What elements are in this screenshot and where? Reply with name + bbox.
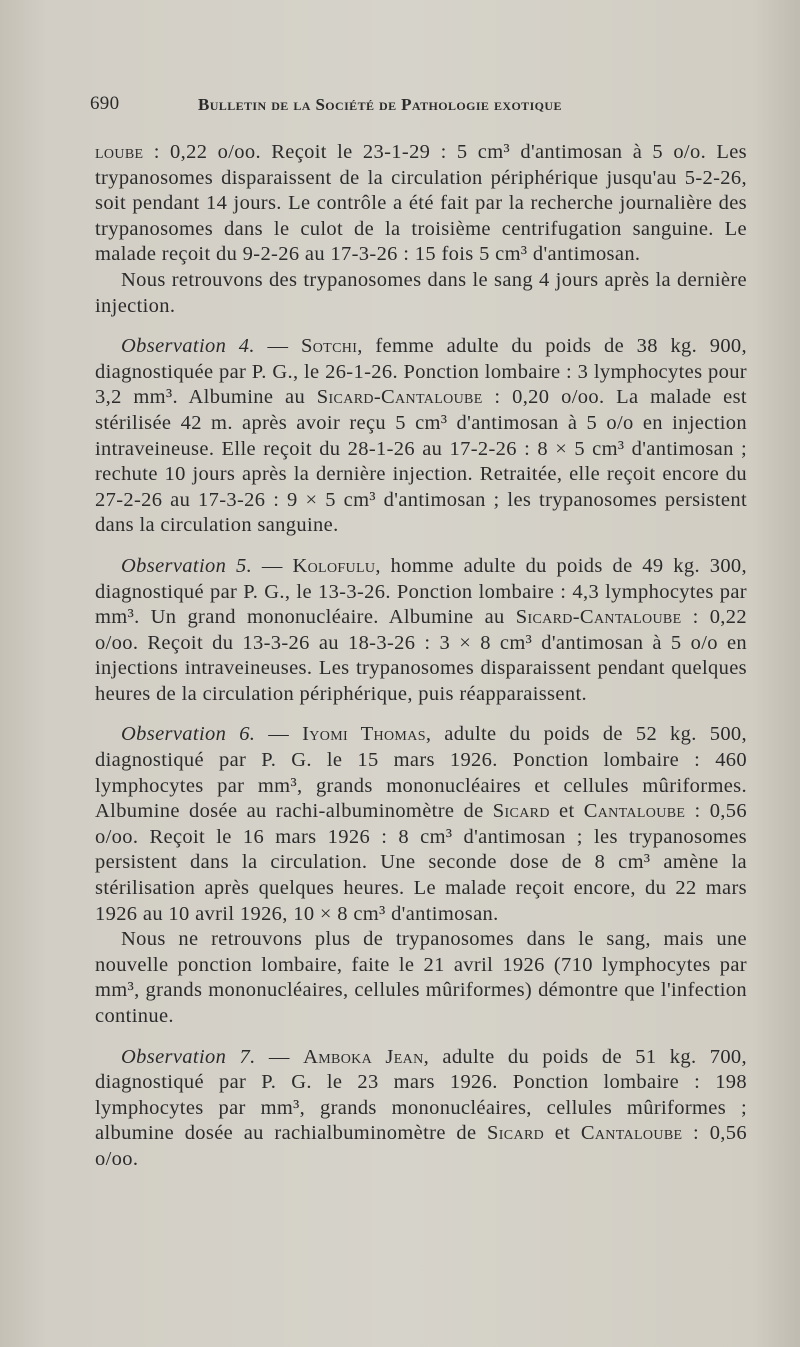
text-segment: , adulte du poids de 52 kg. 500, diagnostiqué par P. G. le 15 mars 1926. Ponction lombaire : 460 lymphocytes par mm³, grands mononucléaires et cellules mûriformes. Albumine dosée au rachi-albuminomètre de bbox=[95, 723, 747, 823]
text-segment: : 0,22 o/oo. Reçoit du 13-3-26 au 18-3-26 : 3 × 8 cm³ d'antimosan à 5 o/o en injections intraveineuses. Les trypanosomes disparaissent pendant quelques heures de la circulation périphérique, puis réapparaissent. bbox=[95, 606, 747, 705]
text-segment: — bbox=[252, 554, 293, 577]
paragraph-observation-7 bbox=[95, 1045, 747, 1173]
name-smallcaps: Iyomi Thomas bbox=[302, 723, 426, 746]
text-segment: : 0,22 o/oo. Reçoit le 23-1-29 : 5 cm³ d'antimosan à 5 o/o. Les trypanosomes disparaissent de la circulation périphérique jusqu'au 5-2-26, soit pendant 14 jours. Le contrôle a été fait par la recherche journalière des trypanosomes dans le culot de la troisième centrifugation sanguine. Le malade reçoit du 9-2-26 au 17-3-26 : 15 fois 5 cm³ d'antimosan. bbox=[95, 141, 747, 266]
text-segment: , adulte du poids de 51 kg. 700, diagnostiqué par P. G. le 23 mars 1926. Ponction lombaire : 198 lymphocytes par mm³, grands mononucléaires, cellules mûriformes ; albumine dosée au rachialbuminomètre de bbox=[95, 1045, 748, 1145]
name-smallcaps: Kolofulu bbox=[292, 554, 376, 577]
article-body bbox=[95, 140, 747, 1173]
paragraph-observation-5 bbox=[95, 554, 747, 708]
text-segment: et bbox=[544, 1122, 581, 1145]
observation-heading: Observation 6. bbox=[121, 723, 256, 746]
name-smallcaps: Sicard-Cantaloube bbox=[515, 606, 682, 629]
text-segment: , femme adulte du poids de 38 kg. 900, diagnostiquée par P. G., le 26-1-26. Ponction lombaire : 3 lymphocytes pour 3,2 mm³. Albumine au bbox=[95, 335, 748, 409]
text-segment: et bbox=[549, 800, 584, 823]
name-smallcaps: Sotchi bbox=[300, 335, 358, 358]
text-segment: — bbox=[255, 723, 303, 746]
page-number: 690 bbox=[90, 93, 120, 114]
observation-heading: Observation 5. bbox=[121, 554, 253, 577]
name-smallcaps: Cantaloube bbox=[580, 1122, 683, 1145]
observation-heading: Observation 7. bbox=[121, 1045, 256, 1068]
name-smallcaps: loube bbox=[95, 141, 144, 163]
name-smallcaps: Cantaloube bbox=[583, 800, 686, 823]
paragraph-note bbox=[95, 268, 747, 319]
paragraph-observation-4 bbox=[95, 334, 747, 539]
text-segment: — bbox=[254, 335, 301, 358]
name-smallcaps: Amboka Jean bbox=[303, 1045, 424, 1068]
name-smallcaps: Sicard-Cantaloube bbox=[316, 386, 483, 409]
name-smallcaps: Sicard bbox=[492, 800, 550, 823]
name-smallcaps: Sicard bbox=[487, 1122, 545, 1145]
page-header bbox=[90, 93, 730, 123]
text-segment: , homme adulte du poids de 49 kg. 300, diagnostiqué par P. G., le 13-3-26. Ponction lombaire : 4,3 lymphocytes par mm³. Un grand mononucléaire. Albumine au bbox=[95, 554, 747, 629]
text-segment: Nous retrouvons des trypanosomes dans le sang 4 jours après la dernière injection. bbox=[95, 268, 747, 317]
running-title: Bulletin de la Société de Pathologie exotique bbox=[198, 95, 562, 114]
paragraph-observation-6 bbox=[95, 722, 747, 927]
paragraph-continuation bbox=[95, 140, 747, 268]
text-segment: : 0,20 o/oo. La malade est stérilisée 42 m. après avoir reçu 5 cm³ d'antimosan à 5 o/o en injection intraveineuse. Elle reçoit du 28-1-26 au 17-2-26 : 8 × 5 cm³ d'antimosan ; rechute 10 jours après la dernière injection. Retraitée, elle reçoit encore du 27-2-26 au 17-3-26 : 9 × 5 cm³ d'antimosan ; les trypanosomes persistent dans la circulation sanguine. bbox=[95, 386, 747, 537]
text-segment: Nous ne retrouvons plus de trypanosomes dans le sang, mais une nouvelle ponction lombaire, faite le 21 avril 1926 (710 lymphocytes par mm³, grands mononucléaires, cellules mûriformes) démontre que l'infection continue. bbox=[95, 928, 747, 1027]
text-segment: — bbox=[255, 1045, 304, 1068]
paragraph-observation-6-followup bbox=[95, 927, 747, 1029]
text-segment: : 0,56 o/oo. Reçoit le 16 mars 1926 : 8 cm³ d'antimosan ; les trypanosomes persistent dans la circulation. Une seconde dose de 8 cm³ amène la stérilisation après quelques heures. Le malade reçoit encore, du 22 mars 1926 au 10 avril 1926, 10 × 8 cm³ d'antimosan. bbox=[95, 800, 747, 925]
text-segment: : 0,56 o/oo. bbox=[95, 1122, 747, 1170]
observation-heading: Observation 4. bbox=[121, 335, 255, 358]
